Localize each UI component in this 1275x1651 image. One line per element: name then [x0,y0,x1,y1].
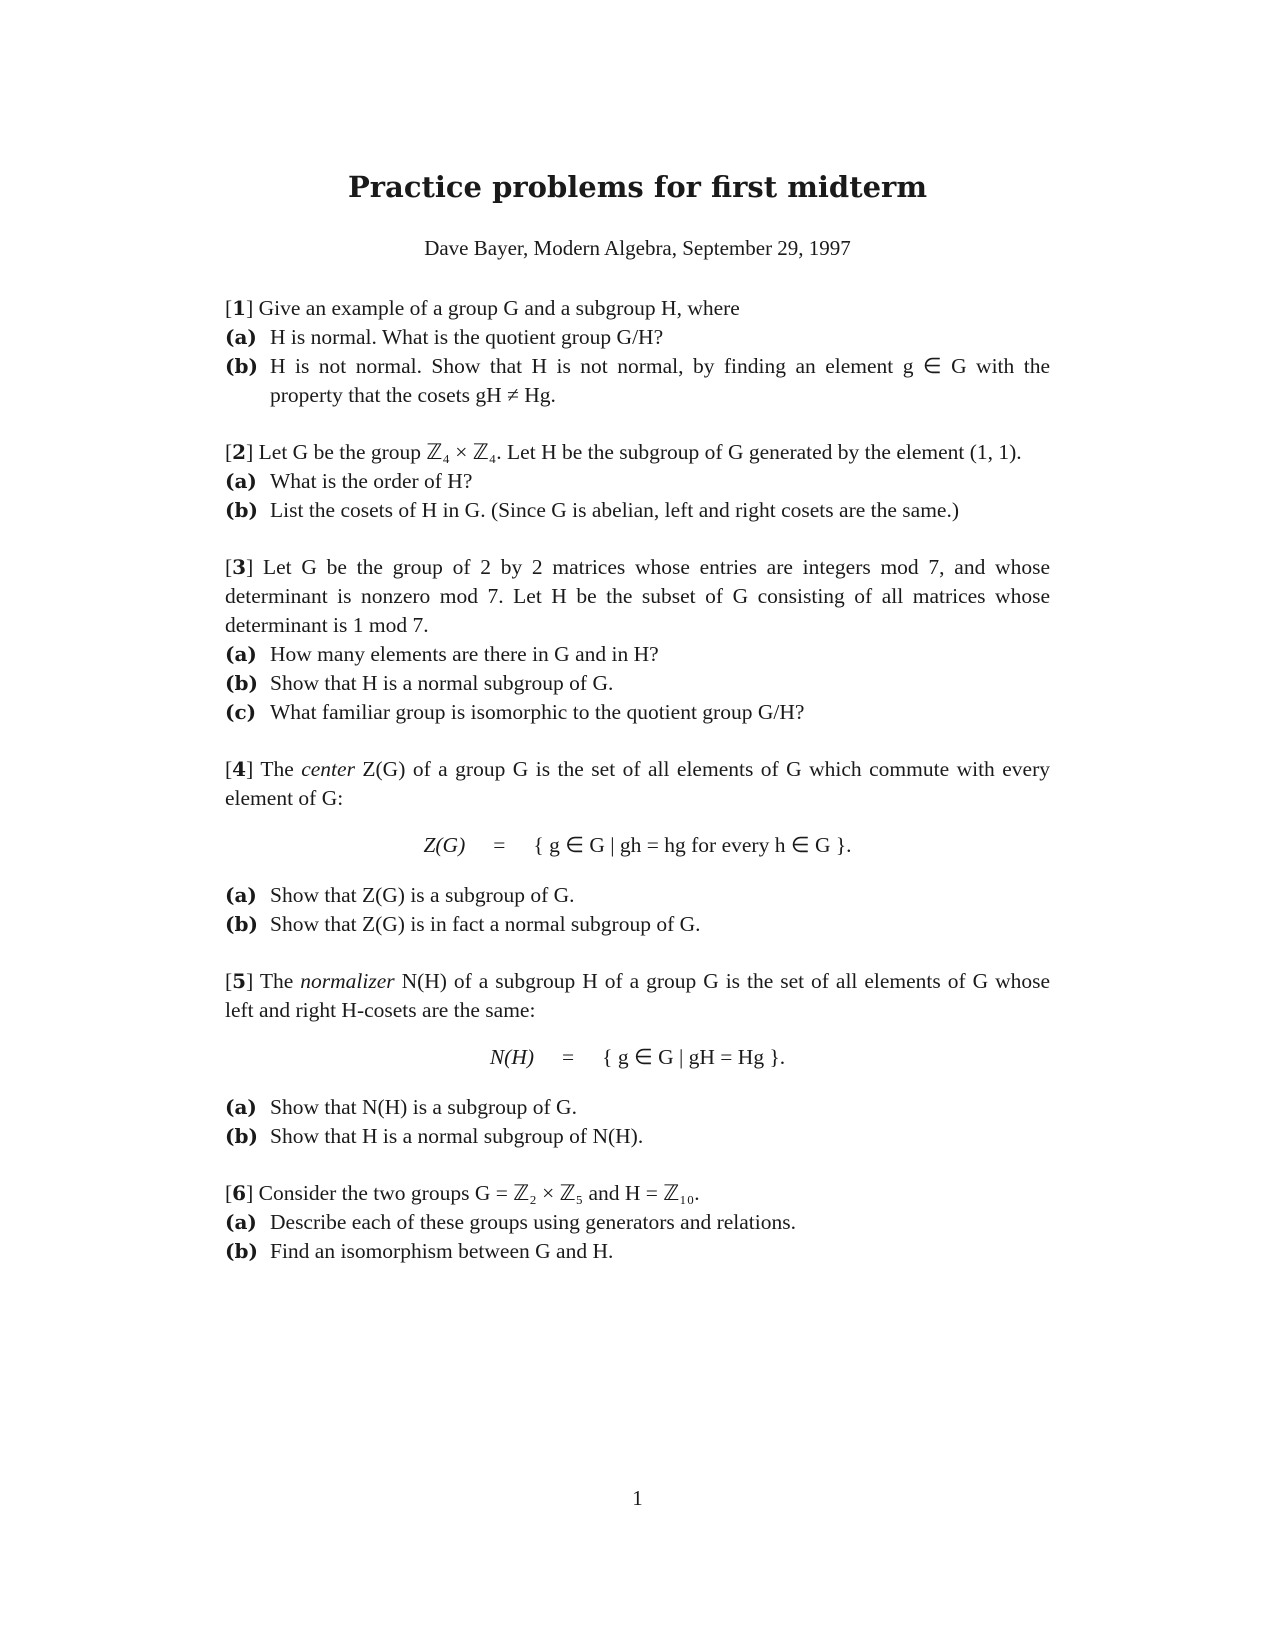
part-text: Show that H is a normal subgroup of G. [270,671,614,695]
intro-pre: The [260,757,294,781]
part-label: (b) [225,354,258,378]
part-label: (b) [225,912,258,936]
equation-sign: = [493,833,506,857]
problem-5-part-b [225,1122,1050,1151]
problem-4-part-b [225,910,1050,939]
part-label: (b) [225,498,258,522]
problem-text: Consider the two groups G = ℤ₂ × ℤ₅ and H = ℤ₁₀. [258,1181,700,1205]
problem-text: Let G be the group of 2 by 2 matrices whose entries are integers mod 7, and whose determinant is nonzero mod 7. Let H be the subset of G consisting of all matrices whose determinant is 1 mod 7. [225,555,1050,637]
problem-text: Give an example of a group G and a subgroup H, where [258,296,740,320]
problem-number: 3 [232,555,247,579]
part-text: Show that H is a normal subgroup of N(H). [270,1124,644,1148]
part-text: How many elements are there in G and in H? [270,642,659,666]
part-label: (a) [225,1095,257,1119]
problem-number: 1 [232,296,247,320]
problem-1 [225,294,1050,410]
equation-rhs: { g ∈ G | gH = Hg }. [602,1045,786,1069]
problem-text: N(H) of a subgroup H of a group G is the set of all elements of G whose left and right H-cosets are the same: [225,969,1051,1022]
part-label: (a) [225,883,257,907]
part-text: H is normal. What is the quotient group G/H? [270,325,664,349]
defined-term: center [301,757,355,781]
equation-lhs: Z(G) [423,833,466,857]
problem-3-part-b [225,669,1050,698]
part-text: Show that Z(G) is a subgroup of G. [270,883,575,907]
problem-6-part-b [225,1237,1050,1266]
problem-3-intro: [3] Let G be the group of 2 by 2 matrices whose entries are integers mod 7, and whose determinant is nonzero mod 7. Let H be the subset of G consisting of all matrices whose determinant is 1 mod 7. [225,555,1050,637]
problem-number: 6 [232,1181,247,1205]
problem-6-intro: [6] Consider the two groups G = ℤ₂ × ℤ₅ and H = ℤ₁₀. [225,1181,700,1205]
problem-number: 5 [232,969,247,993]
part-label: (a) [225,469,257,493]
part-text: Describe each of these groups using generators and relations. [270,1210,796,1234]
problem-4 [225,755,1050,939]
part-label: (a) [225,1210,257,1234]
part-text: What is the order of H? [270,469,473,493]
problem-2 [225,438,1050,525]
part-text: Show that N(H) is a subgroup of G. [270,1095,577,1119]
problem-2-intro: [2] Let G be the group ℤ₄ × ℤ₄. Let H be the subgroup of G generated by the element (1, 1). [225,440,1022,464]
problem-2-part-a [225,467,1050,496]
problem-6 [225,1179,1050,1266]
problem-text: Z(G) of a group G is the set of all elements of G which commute with every element of G: [225,757,1051,810]
problem-2-part-b [225,496,1050,525]
display-equation [225,831,1050,860]
page-subtitle: Dave Bayer, Modern Algebra, September 29, 1997 [424,236,851,260]
display-equation [225,1043,1050,1072]
part-label: (a) [225,642,257,666]
problem-text: Let G be the group ℤ₄ × ℤ₄. Let H be the subgroup of G generated by the element (1, 1). [258,440,1022,464]
problem-number: 2 [232,440,247,464]
part-text: Show that Z(G) is in fact a normal subgroup of G. [270,912,701,936]
part-label: (b) [225,1124,258,1148]
problem-1-intro: [1] Give an example of a group G and a subgroup H, where [225,296,740,320]
page-number: 1 [632,1486,643,1510]
equation-lhs: N(H) [489,1045,535,1069]
page-title: Practice problems for first midterm [347,170,928,204]
problem-5-part-a [225,1093,1050,1122]
part-text: List the cosets of H in G. (Since G is abelian, left and right cosets are the same.) [270,498,959,522]
problem-4-intro: [4] The center Z(G) of a group G is the set of all elements of G which commute with every element of G: [225,757,1051,810]
problem-3-part-a [225,640,1050,669]
problem-5-intro: [5] The normalizer N(H) of a subgroup H of a group G is the set of all elements of G whose left and right H-cosets are the same: [225,969,1051,1022]
part-label: (c) [225,700,257,724]
part-label: (b) [225,1239,258,1263]
problem-1-part-a [225,323,1050,352]
problem-list [225,294,1050,1294]
problem-number: 4 [232,757,247,781]
problem-1-part-b [225,352,1050,410]
part-text: H is not normal. Show that H is not normal, by finding an element g ∈ G with the property that the cosets gH ≠ Hg. [270,354,1050,407]
part-text: What familiar group is isomorphic to the quotient group G/H? [270,700,805,724]
problem-3-part-c [225,698,1050,727]
part-text: Find an isomorphism between G and H. [270,1239,614,1263]
equation-rhs: { g ∈ G | gh = hg for every h ∈ G }. [533,833,852,857]
problem-6-part-a [225,1208,1050,1237]
part-label: (b) [225,671,258,695]
part-label: (a) [225,325,257,349]
problem-3 [225,553,1050,727]
problem-4-part-a [225,881,1050,910]
defined-term: normalizer [300,969,395,993]
intro-pre: The [259,969,294,993]
equation-sign: = [562,1045,575,1069]
problem-5 [225,967,1050,1151]
